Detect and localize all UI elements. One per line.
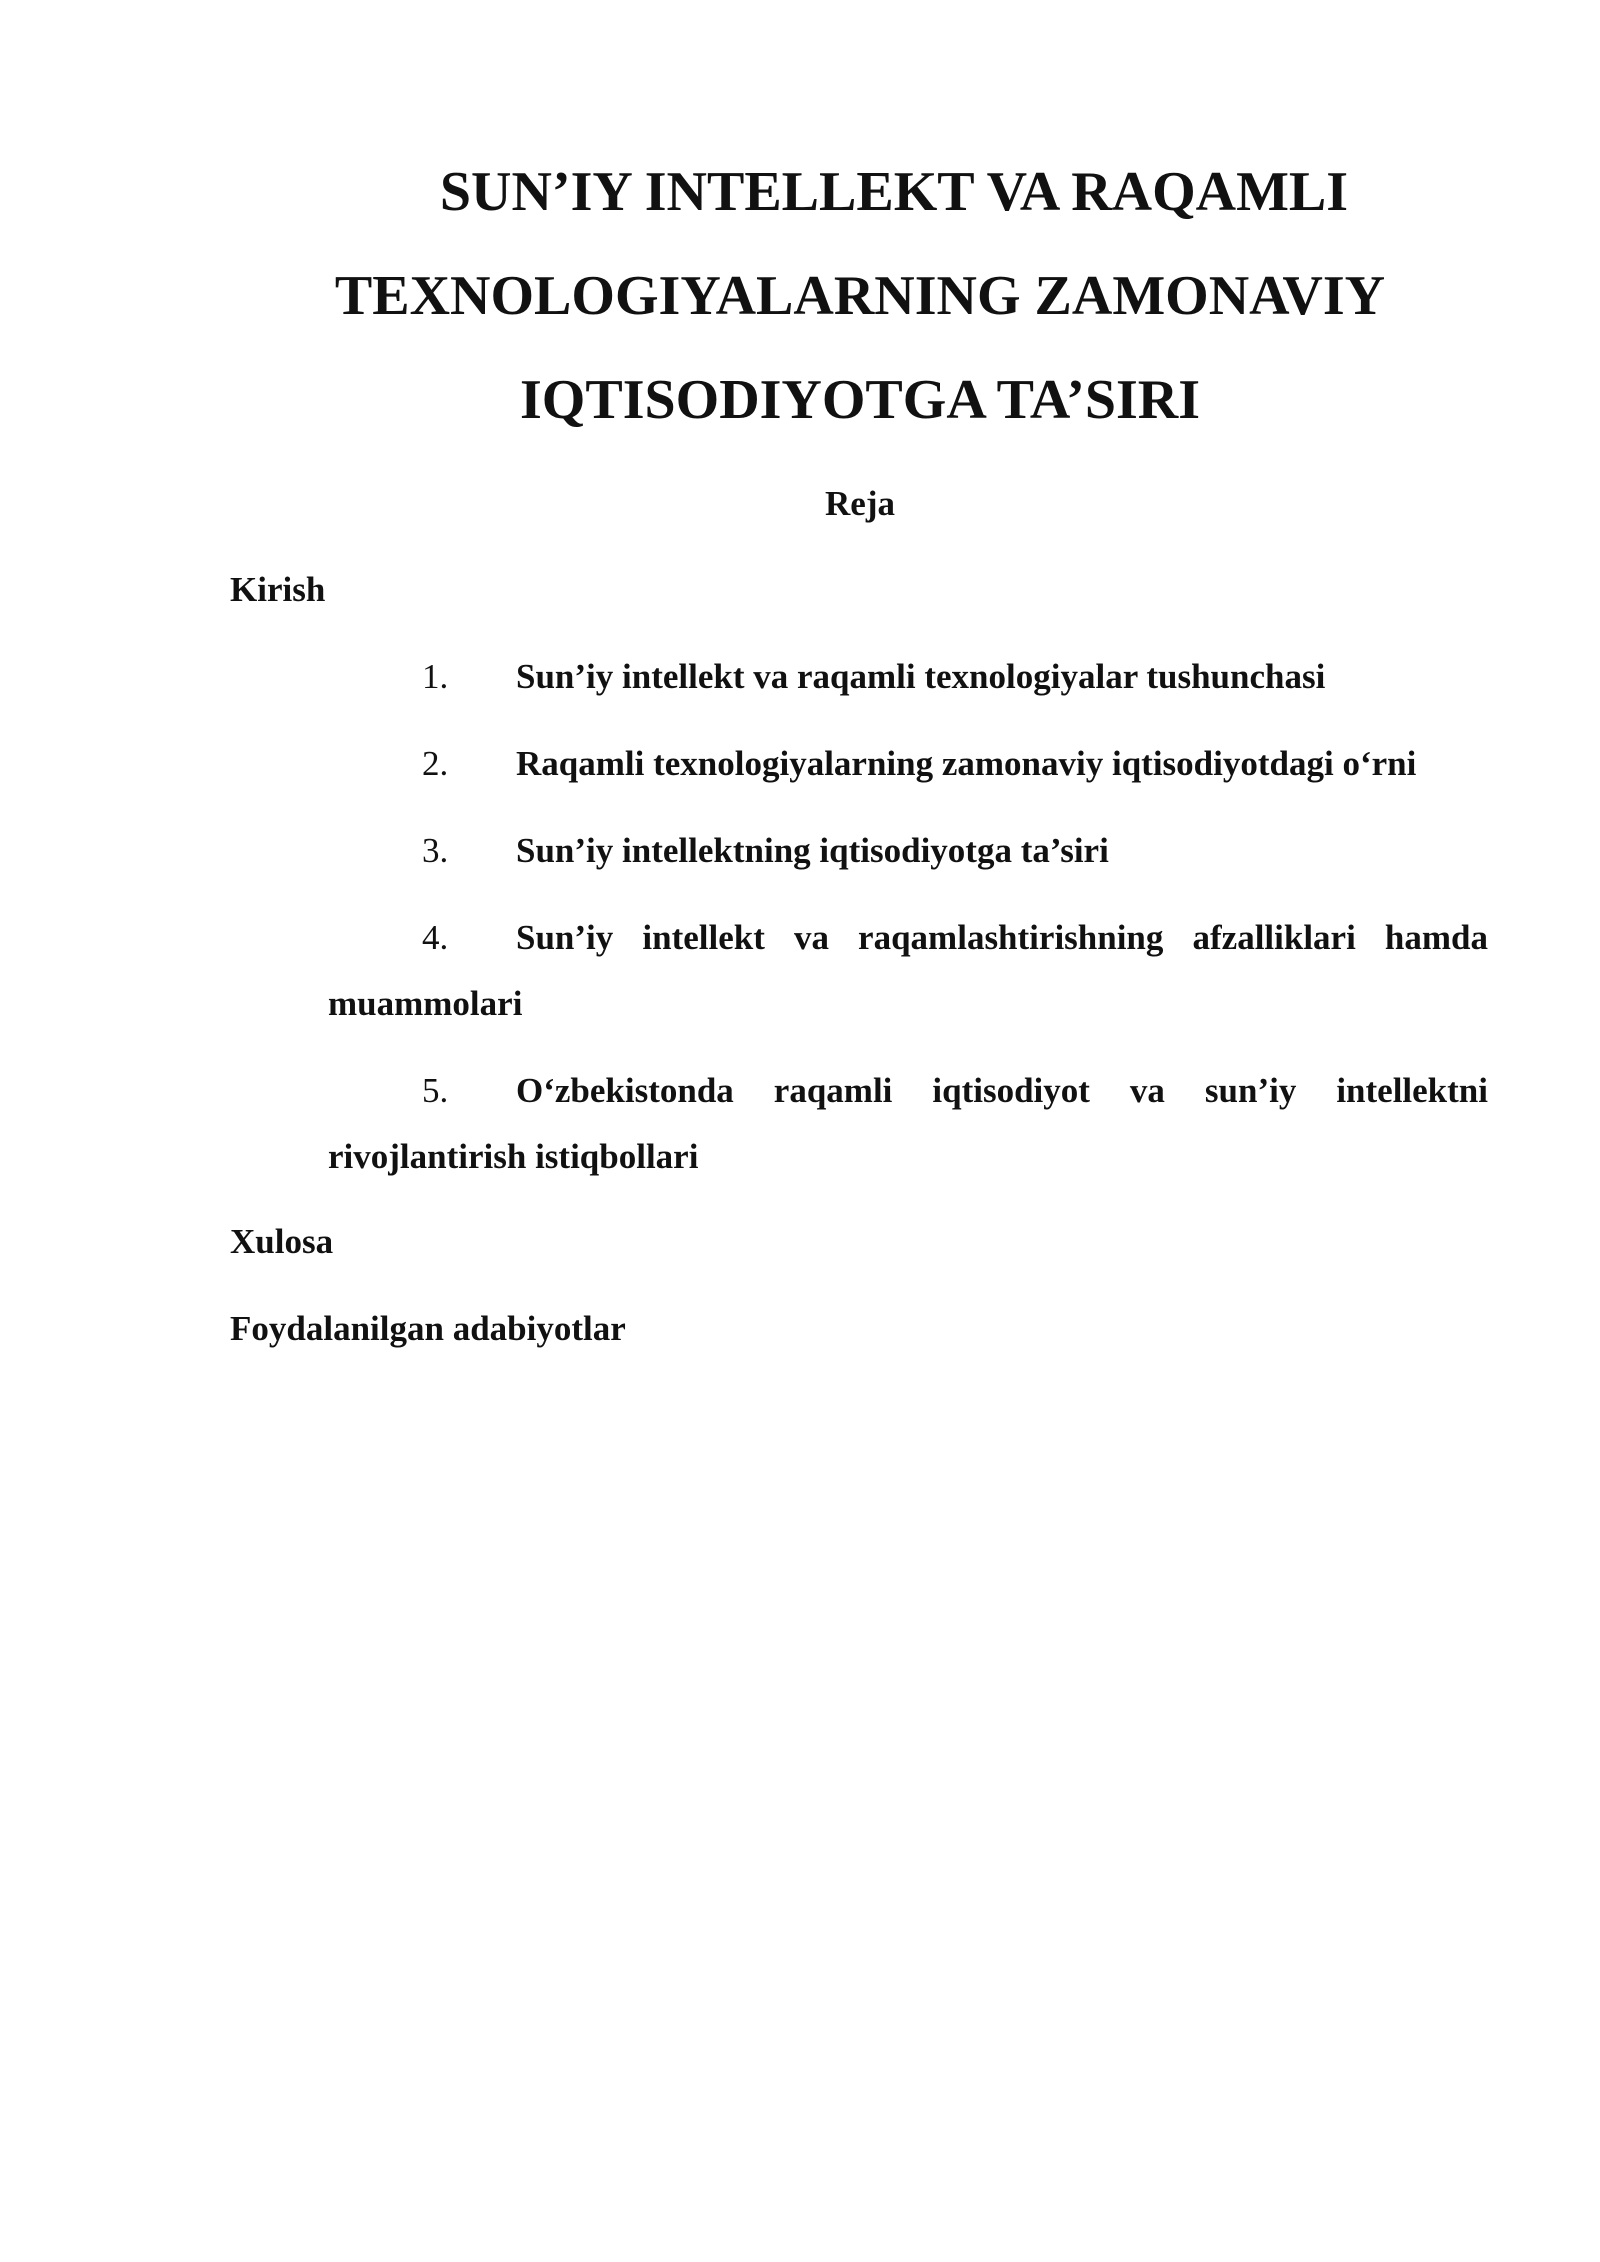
title-line-2: TEXNOLOGIYALARNING ZAMONAVIY — [334, 265, 1386, 327]
toc-number: 3. — [422, 831, 449, 870]
toc-number: 1. — [422, 657, 449, 696]
title-line-1: SUN’IY INTELLEKT VA RAQAMLI — [439, 161, 1349, 223]
toc-item-4 — [328, 905, 1488, 1037]
toc-number: 4. — [422, 918, 449, 957]
toc-text: O‘zbekistonda raqamli iqtisodiyot va sun’iy intellektni rivojlantirish istiqbollari — [328, 1071, 1488, 1176]
toc-text: Raqamli texnologiyalarning zamonaviy iqtisodiyotdagi o‘rni — [516, 744, 1417, 783]
intro-item: Kirish — [230, 570, 326, 609]
references-item: Foydalanilgan adabiyotlar — [230, 1309, 626, 1348]
toc-text: Sun’iy intellekt va raqamlashtirishning afzalliklari hamda muammolari — [328, 918, 1488, 1023]
conclusion-item: Xulosa — [230, 1222, 334, 1261]
toc-text: Sun’iy intellektning iqtisodiyotga ta’siri — [516, 831, 1109, 870]
toc-item-2 — [328, 731, 1488, 797]
toc-text: Sun’iy intellekt va raqamli texnologiyalar tushunchasi — [516, 657, 1326, 696]
toc-item-5 — [328, 1058, 1488, 1190]
toc-item-1 — [328, 644, 1488, 710]
plan-heading: Reja — [825, 484, 895, 523]
toc-number: 2. — [422, 744, 449, 783]
toc-number: 5. — [422, 1071, 449, 1110]
document-title — [230, 140, 1490, 452]
title-line-3: IQTISODIYOTGA TA’SIRI — [520, 369, 1200, 431]
toc-item-3 — [328, 818, 1488, 884]
